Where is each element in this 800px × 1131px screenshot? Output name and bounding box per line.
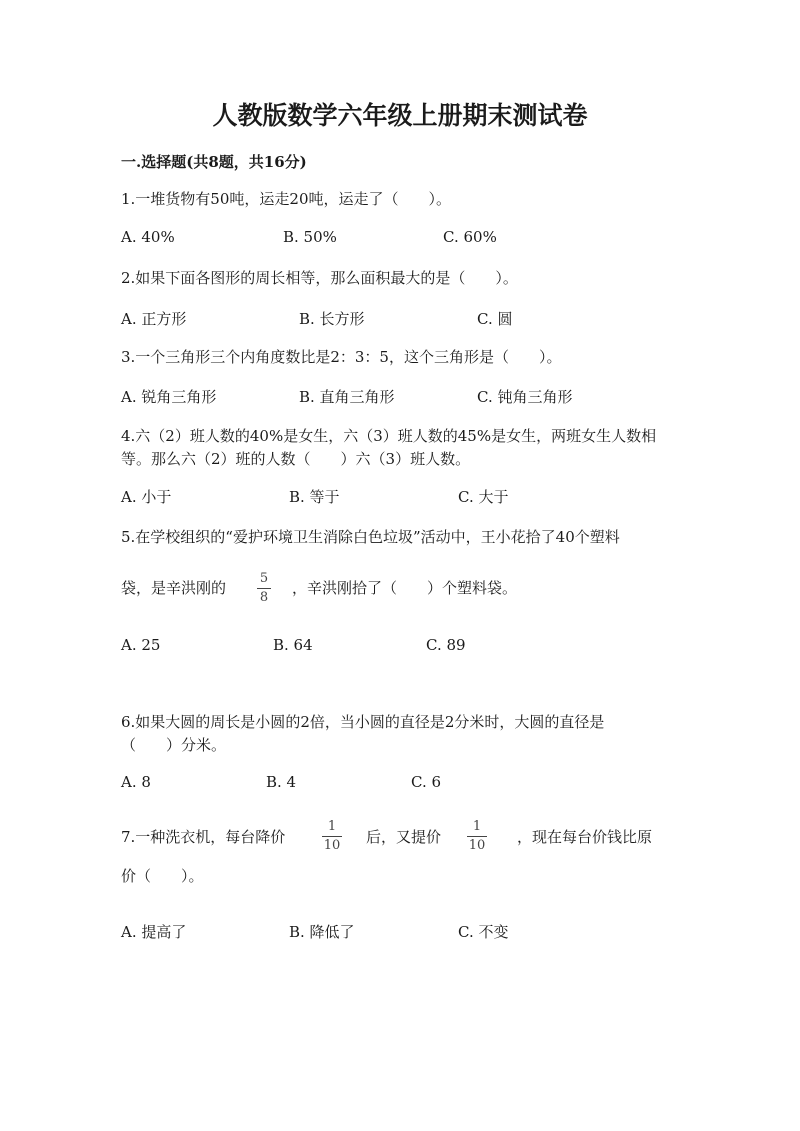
fraction-bar (257, 588, 271, 589)
question-6-option-a[interactable]: A. 8 (121, 773, 151, 791)
question-1-text: 1.一堆货物有50吨，运走20吨，运走了（ ）。 (121, 190, 451, 208)
question-4-option-c[interactable]: C. 大于 (458, 488, 509, 506)
fraction-denominator: 10 (468, 838, 486, 853)
fraction-bar (467, 836, 487, 837)
question-1-option-b[interactable]: B. 50% (283, 228, 337, 246)
fraction-numerator: 1 (472, 819, 482, 834)
question-4-option-a[interactable]: A. 小于 (121, 488, 172, 506)
question-2-option-a[interactable]: A. 正方形 (121, 310, 187, 328)
question-7-line-1-start: 7.一种洗衣机，每台降价 (121, 828, 286, 846)
question-7-option-a[interactable]: A. 提高了 (121, 923, 187, 941)
question-3-option-c[interactable]: C. 钝角三角形 (477, 388, 573, 406)
exam-title: 人教版数学六年级上册期末测试卷 (212, 101, 588, 130)
question-6-line-2: （ ）分米。 (121, 736, 227, 754)
question-5-line-2-end: ，辛洪刚拾了（ ）个塑料袋。 (292, 579, 518, 597)
question-5-line-2-start: 袋，是辛洪刚的 (121, 579, 227, 597)
question-5-fraction (257, 571, 271, 605)
fraction-bar (322, 836, 342, 837)
question-5-option-c[interactable]: C. 89 (426, 636, 466, 654)
question-5-option-b[interactable]: B. 64 (273, 636, 313, 654)
question-1-option-a[interactable]: A. 40% (121, 228, 175, 246)
section-heading: 一.选择题(共8题，共16分) (121, 153, 307, 171)
question-7-line-2: 价（ ）。 (121, 867, 204, 885)
question-7-fraction-1 (322, 819, 342, 853)
question-6-option-b[interactable]: B. 4 (266, 773, 297, 791)
question-3-option-b[interactable]: B. 直角三角形 (299, 388, 395, 406)
question-4-line-2: 等。那么六（2）班的人数（ ）六（3）班人数。 (121, 450, 471, 468)
fraction-denominator: 8 (259, 590, 269, 605)
question-7-line-1-end: ，现在每台价钱比原 (517, 828, 653, 846)
fraction-numerator: 5 (259, 571, 269, 586)
question-7-option-b[interactable]: B. 降低了 (289, 923, 355, 941)
question-5-line-1: 5.在学校组织的“爱护环境卫生消除白色垃圾”活动中，王小花拾了40个塑料 (121, 528, 620, 546)
question-4-option-b[interactable]: B. 等于 (289, 488, 340, 506)
question-6-line-1: 6.如果大圆的周长是小圆的2倍，当小圆的直径是2分米时，大圆的直径是 (121, 713, 605, 731)
fraction-numerator: 1 (327, 819, 337, 834)
question-2-option-c[interactable]: C. 圆 (477, 310, 513, 328)
question-3-text: 3.一个三角形三个内角度数比是2：3：5，这个三角形是（ ）。 (121, 348, 562, 366)
question-1-option-c[interactable]: C. 60% (443, 228, 497, 246)
fraction-denominator: 10 (323, 838, 341, 853)
question-7-line-1-middle: 后，又提价 (366, 828, 442, 846)
question-2-text: 2.如果下面各图形的周长相等，那么面积最大的是（ ）。 (121, 269, 518, 287)
question-5-option-a[interactable]: A. 25 (121, 636, 161, 654)
question-2-option-b[interactable]: B. 长方形 (299, 310, 365, 328)
question-7-fraction-2 (467, 819, 487, 853)
question-6-option-c[interactable]: C. 6 (411, 773, 442, 791)
question-3-option-a[interactable]: A. 锐角三角形 (121, 388, 217, 406)
question-4-line-1: 4.六（2）班人数的40%是女生，六（3）班人数的45%是女生，两班女生人数相 (121, 427, 657, 445)
question-7-option-c[interactable]: C. 不变 (458, 923, 509, 941)
